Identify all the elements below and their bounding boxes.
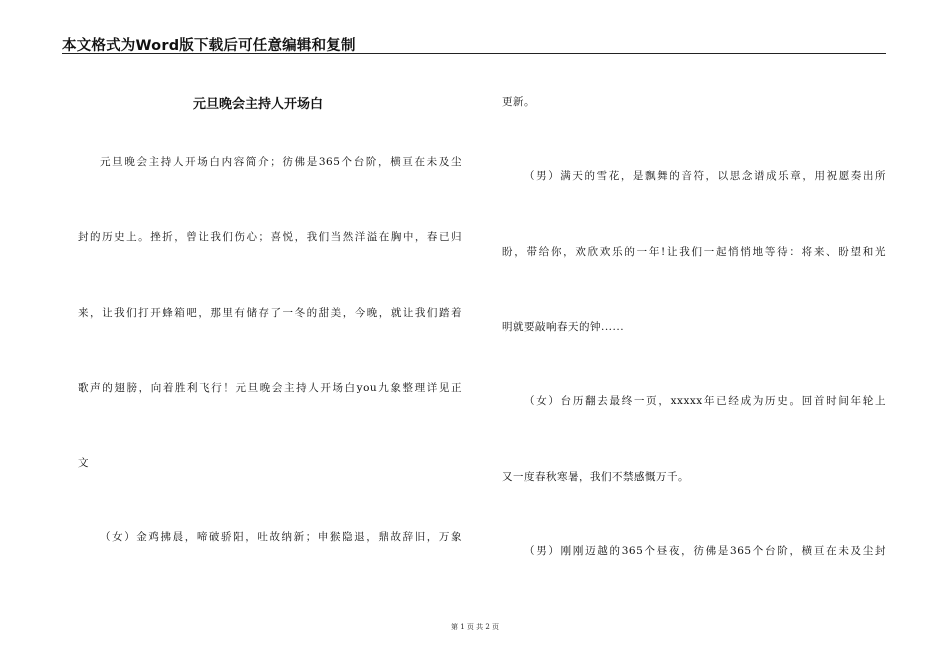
paragraph-line: （女）金鸡拂晨，啼破骄阳，吐故纳新；申猴隐退，鼎故辞旧，万象 (100, 531, 462, 543)
paragraph-line: 文 (78, 457, 89, 469)
paragraph-line: 来，让我们打开蜂箱吧，那里有储存了一冬的甜美，今晚，就让我们踏着 (78, 307, 462, 319)
paragraph-line: 明就要敲响春天的钟...... (502, 321, 625, 333)
paragraph-line: 更新。 (502, 96, 535, 108)
paragraph-line: （男）满天的雪花，是飘舞的音符，以思念谱成乐章，用祝愿奏出所 (524, 170, 886, 182)
header-text: 本文格式为Word版下载后可任意编辑和复制 (62, 38, 356, 54)
page-number: 第 1 页 共 2 页 (450, 623, 500, 631)
paragraph-line: 又一度春秋寒暑，我们不禁感慨万千。 (502, 471, 689, 483)
page-header (62, 34, 886, 54)
paragraph-line: 歌声的翅膀，向着胜利飞行！元旦晚会主持人开场白you九象整理详见正 (78, 382, 462, 394)
paragraph-line: 元旦晚会主持人开场白内容简介；彷佛是365个台阶，横亘在未及尘 (100, 156, 462, 168)
paragraph-line: 封的历史上。挫折，曾让我们伤心；喜悦，我们当然洋溢在胸中，春已归 (78, 231, 462, 243)
paragraph-line: 盼，带给你，欢欣欢乐的一年!让我们一起悄悄地等待：将来、盼望和光 (502, 246, 886, 258)
paragraph-line: （男）刚刚迈越的365个昼夜，彷佛是365个台阶，横亘在未及尘封 (524, 545, 886, 557)
paragraph-line: （女）台历翻去最终一页，xxxxx年已经成为历史。回首时间年轮上 (524, 395, 886, 407)
document-title: 元旦晚会主持人开场白 (192, 97, 323, 112)
